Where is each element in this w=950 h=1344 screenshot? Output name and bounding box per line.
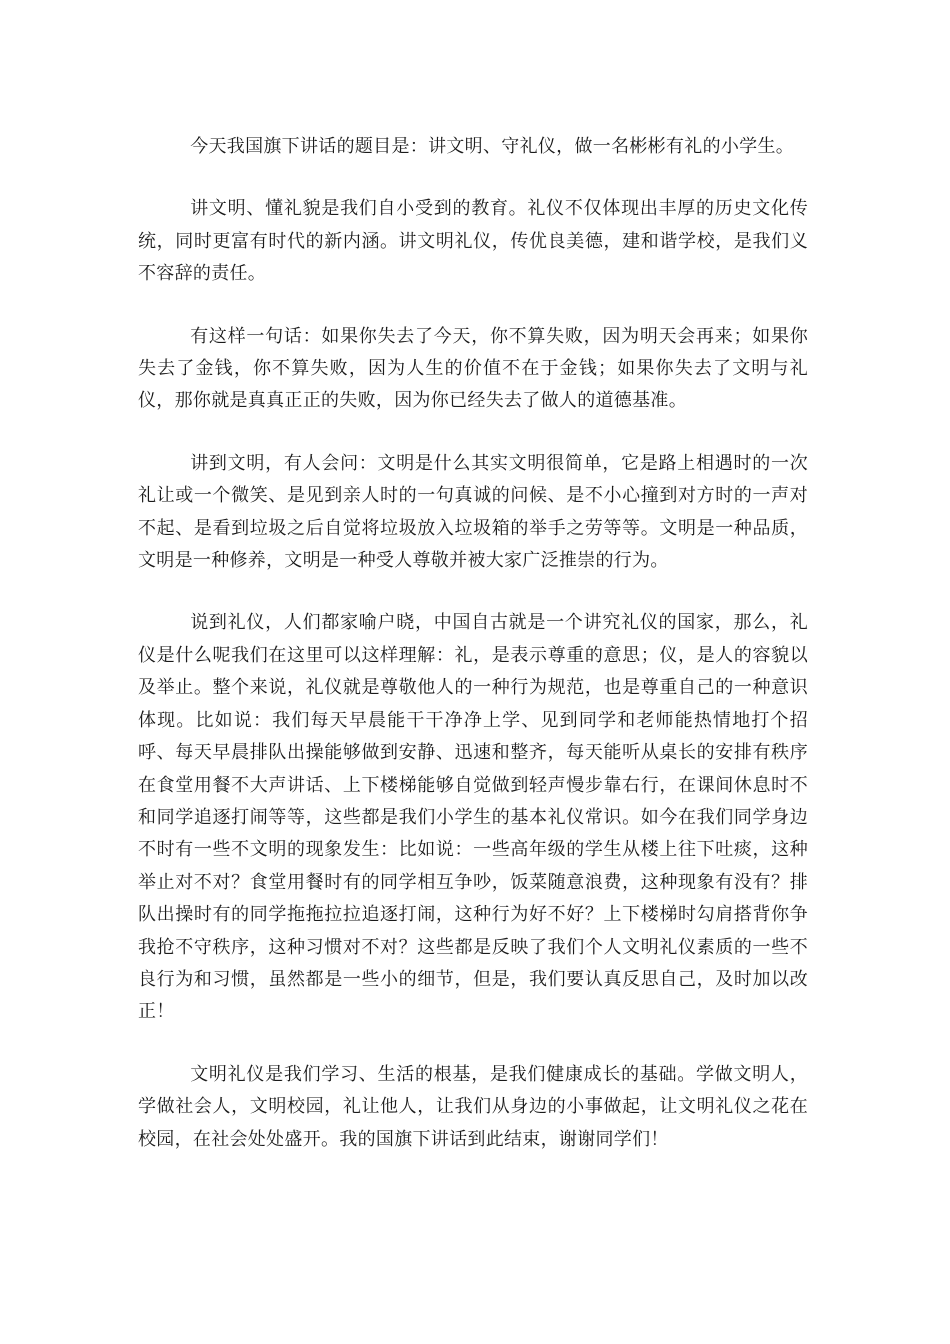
paragraph-conclusion: 文明礼仪是我们学习、生活的根基，是我们健康成长的基础。学做文明人，学做社会人，文明校园，礼让他人，让我们从身边的小事做起，让文明礼仪之花在校园，在社会处处盛开。我的国旗下讲话到此结束，谢谢同学们！ — [138, 1063, 808, 1150]
paragraph-saying: 有这样一句话：如果你失去了今天，你不算失败，因为明天会再来；如果你失去了金钱，你不算失败，因为人生的价值不在于金钱；如果你失去了文明与礼仪，那你就是真真正正的失败，因为你已经失去了做人的道德基准。 — [138, 325, 808, 412]
speech-body — [138, 131, 808, 1186]
paragraph-courtesy-education: 讲文明、懂礼貌是我们自小受到的教育。礼仪不仅体现出丰厚的历史文化传统，同时更富有时代的新内涵。讲文明礼仪，传优良美德，建和谐学校，是我们义不容辞的责任。 — [138, 198, 808, 285]
paragraph-what-is-etiquette: 说到礼仪，人们都家喻户晓，中国自古就是一个讲究礼仪的国家，那么，礼仪是什么呢我们在这里可以这样理解：礼，是表示尊重的意思；仪，是人的容貌以及举止。整个来说，礼仪就是尊敬他人的一种行为规范，也是尊重自己的一种意识体现。比如说：我们每天早晨能干干净净上学、见到同学和老师能热情地打个招呼、每天早晨排队出操能够做到安静、迅速和整齐，每天能听从桌长的安排有秩序在食堂用餐不大声讲话、上下楼梯能够自觉做到轻声慢步靠右行，在课间休息时不和同学追逐打闹等等，这些都是我们小学生的基本礼仪常识。如今在我们同学身边不时有一些不文明的现象发生：比如说：一些高年级的学生从楼上往下吐痰，这种举止对不对？食堂用餐时有的同学相互争吵，饭菜随意浪费，这种现象有没有？排队出操时有的同学拖拖拉拉追逐打闹，这种行为好不好？上下楼梯时勾肩搭背你争我抢不守秩序，这种习惯对不对？这些都是反映了我们个人文明礼仪素质的一些不良行为和习惯，虽然都是一些小的细节，但是，我们要认真反思自己，及时加以改正！ — [138, 612, 808, 1023]
paragraph-what-is-civility: 讲到文明，有人会问：文明是什么其实文明很简单，它是路上相遇时的一次礼让或一个微笑、是见到亲人时的一句真诚的问候、是不小心撞到对方时的一声对不起、是看到垃圾之后自觉将垃圾放入垃圾箱的举手之劳等等。文明是一种品质，文明是一种修养，文明是一种受人尊敬并被大家广泛推崇的行为。 — [138, 452, 808, 572]
paragraph-title: 今天我国旗下讲话的题目是：讲文明、守礼仪，做一名彬彬有礼的小学生。 — [190, 136, 795, 157]
